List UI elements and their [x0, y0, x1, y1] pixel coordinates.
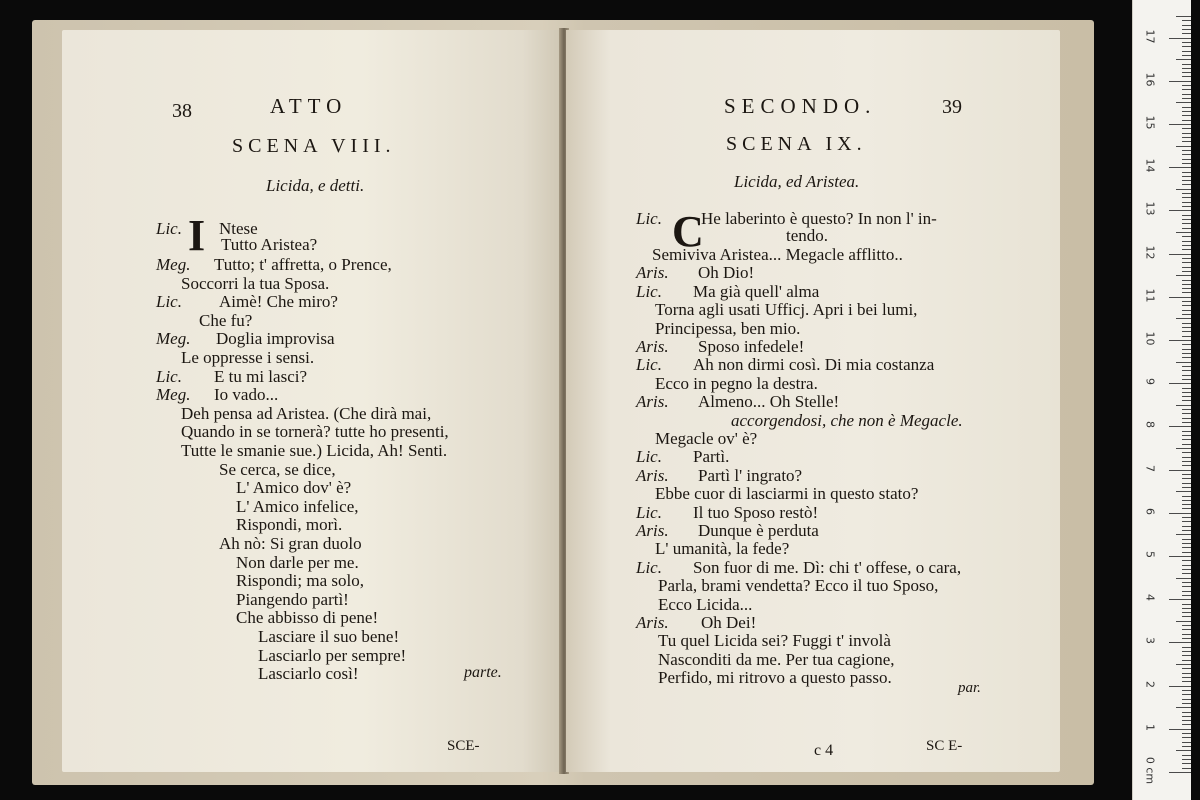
verse-text: Partì.: [693, 447, 730, 467]
ruler-tick: [1182, 625, 1191, 626]
ruler-tick: [1182, 305, 1191, 306]
ruler-tick: [1182, 569, 1191, 570]
ruler-tick: [1182, 388, 1191, 389]
ruler-tick: [1182, 20, 1191, 21]
ruler-tick: [1182, 219, 1191, 220]
ruler-tick: [1169, 297, 1191, 298]
verse-text: Ah nò: Si gran duolo: [219, 534, 362, 553]
ruler-tick: [1182, 267, 1191, 268]
verse-text: Io vado...: [214, 385, 279, 405]
ruler-tick: [1176, 750, 1191, 751]
ruler-tick: [1182, 353, 1191, 354]
speaker-label: Lic.: [636, 502, 662, 522]
ruler-tick: [1169, 599, 1191, 600]
ruler-tick: [1182, 746, 1191, 747]
ruler-tick: [1169, 38, 1191, 39]
ruler-tick: [1182, 379, 1191, 380]
ruler-tick: [1182, 107, 1191, 108]
ruler-tick: [1182, 413, 1191, 414]
ruler-label: 12: [1143, 245, 1157, 260]
ruler-tick: [1176, 59, 1191, 60]
ruler-tick: [1182, 483, 1191, 484]
verse-text: Tu quel Licida sei? Fuggi t' involà: [658, 631, 891, 651]
ruler-tick: [1182, 733, 1191, 734]
ruler-tick: [1182, 33, 1191, 34]
ruler-tick: [1182, 591, 1191, 592]
verse-text: tendo.: [786, 226, 829, 245]
ruler-tick: [1182, 51, 1191, 52]
verse-text: Il tuo Sposo restò!: [693, 502, 819, 522]
speaker-label: Meg.: [156, 255, 191, 274]
ruler-tick: [1182, 357, 1191, 358]
ruler-tick: [1169, 556, 1191, 557]
verse-text: Doglia improvisa: [216, 329, 335, 349]
ruler-tick: [1182, 716, 1191, 717]
ruler-tick: [1182, 180, 1191, 181]
ruler-tick: [1182, 612, 1191, 613]
ruler-tick: [1169, 383, 1191, 384]
ruler-tick: [1182, 763, 1191, 764]
speaker-label: Lic.: [636, 355, 662, 375]
ruler-tick: [1182, 55, 1191, 56]
ruler-tick: [1169, 642, 1191, 643]
ruler-tick: [1182, 690, 1191, 691]
ruler-tick: [1169, 426, 1191, 427]
verse-text: Oh Dei!: [701, 613, 757, 632]
verse-text: Rispondi; ma solo,: [236, 571, 364, 591]
ruler-tick: [1182, 604, 1191, 605]
speaker-label: Lic.: [156, 366, 182, 386]
ruler-tick: [1169, 772, 1191, 773]
ruler-tick: [1182, 595, 1191, 596]
ruler-tick: [1182, 552, 1191, 553]
speaker-label: Aris.: [636, 521, 669, 540]
ruler-tick: [1182, 668, 1191, 669]
speaker-label: Lic.: [636, 209, 662, 228]
ruler-tick: [1176, 16, 1191, 17]
ruler-tick: [1182, 111, 1191, 112]
ruler-tick: [1182, 223, 1191, 224]
verse-text: Parla, brami vendetta? Ecco il tuo Sposo,: [658, 576, 939, 596]
ruler-tick: [1182, 137, 1191, 138]
ruler-tick: [1182, 98, 1191, 99]
ruler-tick: [1182, 422, 1191, 423]
ruler-tick: [1169, 470, 1191, 471]
verse-text: Che abbisso di pene!: [236, 608, 379, 628]
verse-text: Le oppresse i sensi.: [181, 348, 315, 367]
verse-text: Tutto; t' affretta, o Prence,: [214, 255, 392, 274]
ruler-tick: [1182, 202, 1191, 203]
ruler-tick: [1182, 271, 1191, 272]
verse-text: L' umanità, la fede?: [655, 539, 790, 559]
verse-text: Dunque è perduta: [698, 521, 819, 540]
stage-direction: par.: [958, 680, 981, 696]
speaker-label: Lic.: [636, 281, 662, 301]
ruler-tick: [1169, 729, 1191, 730]
ruler-tick: [1182, 435, 1191, 436]
scene-persons: Licida, e detti.: [266, 176, 365, 195]
ruler-label: 7: [1143, 464, 1157, 472]
ruler-tick: [1182, 197, 1191, 198]
ruler-tick: [1182, 68, 1191, 69]
ruler-tick: [1182, 737, 1191, 738]
ruler-tick: [1182, 133, 1191, 134]
ruler-tick: [1182, 530, 1191, 531]
ruler-tick: [1169, 124, 1191, 125]
ruler-tick: [1182, 154, 1191, 155]
ruler-tick: [1182, 241, 1191, 242]
ruler-tick: [1182, 72, 1191, 73]
ruler-tick: [1182, 521, 1191, 522]
ruler-tick: [1182, 465, 1191, 466]
ruler-tick: [1182, 673, 1191, 674]
page-number: 38: [172, 100, 192, 122]
ruler-tick: [1182, 677, 1191, 678]
ruler-tick: [1176, 232, 1191, 233]
ruler-tick: [1182, 310, 1191, 311]
ruler-tick: [1182, 172, 1191, 173]
ruler-tick: [1182, 703, 1191, 704]
ruler-tick: [1169, 254, 1191, 255]
ruler-tick: [1176, 405, 1191, 406]
ruler-tick: [1176, 707, 1191, 708]
ruler-tick: [1182, 681, 1191, 682]
ruler-tick: [1182, 314, 1191, 315]
verse-text: Son fuor di me. Dì: chi t' offese, o cara,: [693, 557, 962, 577]
ruler-tick: [1182, 150, 1191, 151]
verse-text: Quando in se tornerà? tutte ho presenti,: [181, 422, 449, 442]
ruler-tick: [1182, 336, 1191, 337]
ruler-tick: [1182, 474, 1191, 475]
ruler-label: 13: [1143, 201, 1157, 216]
verse-text: Sposo infedele!: [698, 337, 805, 356]
verse-text: Tutto Aristea?: [221, 235, 318, 254]
ruler-tick: [1182, 634, 1191, 635]
speaker-label: Aris.: [636, 465, 669, 485]
ruler-tick: [1176, 362, 1191, 363]
ruler-tick: [1182, 46, 1191, 47]
verse-text: Megacle ov' è?: [655, 429, 758, 448]
verse-text: L' Amico dov' è?: [236, 478, 352, 498]
verse-text: Aimè! Che miro?: [219, 292, 338, 312]
verse-text: Soccorri la tua Sposa.: [181, 273, 330, 293]
ruler-label: 8: [1143, 421, 1157, 429]
ruler-tick: [1182, 444, 1191, 445]
scene-title: SCENA IX.: [726, 133, 867, 155]
ruler-tick: [1182, 694, 1191, 695]
verse-text: Non darle per me.: [236, 552, 359, 572]
speaker-label: Lic.: [636, 447, 662, 467]
ruler-tick: [1182, 344, 1191, 345]
ruler-tick: [1182, 478, 1191, 479]
ruler-tick: [1182, 128, 1191, 129]
ruler-tick: [1182, 712, 1191, 713]
ruler-tick: [1182, 375, 1191, 376]
speaker-label: Meg.: [156, 385, 191, 405]
ruler-tick: [1176, 146, 1191, 147]
verse-text: Lasciarlo per sempre!: [258, 645, 407, 665]
ruler-tick: [1182, 327, 1191, 328]
ruler-tick: [1176, 664, 1191, 665]
ruler-tick: [1182, 245, 1191, 246]
verse-text: Principessa, ben mio.: [655, 318, 801, 338]
ruler-tick: [1182, 115, 1191, 116]
ruler-tick: [1182, 25, 1191, 26]
verse-text: Piangendo partì!: [236, 589, 349, 609]
verse-text: Torna agli usati Ufficj. Apri i bei lumi,: [655, 300, 918, 320]
ruler-tick: [1182, 159, 1191, 160]
ruler-tick: [1182, 461, 1191, 462]
ruler-tick: [1182, 439, 1191, 440]
verse-text: Partì l' ingrato?: [698, 465, 803, 485]
ruler-tick: [1182, 120, 1191, 121]
ruler-tick: [1182, 292, 1191, 293]
drop-capital: I: [188, 211, 206, 260]
ruler-tick: [1169, 81, 1191, 82]
ruler-tick: [1169, 210, 1191, 211]
ruler-tick: [1182, 724, 1191, 725]
ruler-tick: [1182, 547, 1191, 548]
verse-text: L' Amico infelice,: [236, 496, 359, 516]
ruler-tick: [1182, 94, 1191, 95]
ruler-label: 16: [1143, 72, 1157, 87]
ruler-tick: [1182, 249, 1191, 250]
ruler-tick: [1182, 573, 1191, 574]
catchword: SC E-: [926, 738, 963, 754]
ruler-tick: [1176, 534, 1191, 535]
ruler-tick: [1182, 539, 1191, 540]
verse-text: Nasconditi da me. Per tua cagione,: [658, 649, 895, 669]
ruler-tick: [1182, 85, 1191, 86]
speaker-label: Aris.: [636, 337, 669, 356]
ruler-label: 1: [1143, 723, 1157, 731]
ruler-label: 15: [1143, 115, 1157, 130]
ruler-label: 10: [1143, 331, 1157, 346]
ruler-label: 2: [1143, 680, 1157, 688]
ruler-tick: [1182, 647, 1191, 648]
ruler-tick: [1182, 720, 1191, 721]
running-head: SECONDO.: [724, 94, 877, 118]
ruler-tick: [1182, 508, 1191, 509]
ruler-label: 11: [1143, 288, 1157, 303]
ruler-label: 0 cm: [1143, 756, 1157, 785]
ruler-label: 5: [1143, 551, 1157, 558]
ruler-tick: [1182, 638, 1191, 639]
verse-text: Che fu?: [199, 310, 253, 330]
ruler-tick: [1169, 513, 1191, 514]
ruler-tick: [1182, 258, 1191, 259]
ruler-tick: [1182, 288, 1191, 289]
ruler-tick: [1182, 215, 1191, 216]
signature-mark: c 4: [814, 742, 834, 759]
ruler-tick: [1182, 699, 1191, 700]
ruler-label: 9: [1143, 378, 1157, 386]
speaker-label: Lic.: [636, 557, 662, 577]
verse-text: Ah non dirmi così. Di mia costanza: [693, 355, 935, 375]
ruler-tick: [1182, 418, 1191, 419]
ruler-tick: [1182, 280, 1191, 281]
ruler-tick: [1176, 318, 1191, 319]
ruler-tick: [1176, 578, 1191, 579]
verse-text: Lasciare il suo bene!: [258, 627, 400, 646]
ruler-tick: [1182, 586, 1191, 587]
ruler-tick: [1176, 491, 1191, 492]
verse-text: Deh pensa ad Aristea. (Che dirà mai,: [181, 403, 432, 423]
speaker-label: Lic.: [156, 292, 182, 312]
ruler-tick: [1182, 400, 1191, 401]
ruler-tick: [1182, 629, 1191, 630]
ruler-tick: [1182, 89, 1191, 90]
ruler-tick: [1182, 206, 1191, 207]
ruler-tick: [1182, 228, 1191, 229]
ruler-tick: [1182, 370, 1191, 371]
page-number: 39: [942, 96, 962, 118]
ruler-tick: [1182, 76, 1191, 77]
verse-text: Lasciarlo così!: [258, 664, 359, 684]
stage-direction: parte.: [464, 664, 502, 681]
verse-text: Ntese: [219, 219, 258, 238]
speaker-label: Meg.: [156, 329, 191, 349]
left-page: [62, 30, 562, 772]
ruler-tick: [1182, 141, 1191, 142]
ruler-tick: [1182, 543, 1191, 544]
ruler-tick: [1182, 193, 1191, 194]
ruler-tick: [1182, 392, 1191, 393]
ruler-tick: [1182, 236, 1191, 237]
verse-text: He laberinto è questo? In non l' in-: [701, 209, 937, 228]
ruler-tick: [1182, 755, 1191, 756]
ruler-tick: [1182, 284, 1191, 285]
right-page: [566, 30, 1060, 772]
ruler-tick: [1182, 163, 1191, 164]
ruler-tick: [1182, 616, 1191, 617]
verse-text: Ecco in pegno la destra.: [655, 373, 818, 393]
speaker-label: Aris.: [636, 263, 669, 283]
ruler-tick: [1182, 323, 1191, 324]
verse-text: accorgendosi, che non è Megacle.: [731, 410, 963, 430]
speaker-label: Aris.: [636, 392, 669, 412]
ruler-tick: [1182, 560, 1191, 561]
ruler-tick: [1182, 452, 1191, 453]
ruler-tick: [1182, 608, 1191, 609]
verse-text: Oh Dio!: [698, 263, 755, 283]
ruler-tick: [1176, 102, 1191, 103]
ruler-label: 6: [1143, 507, 1157, 515]
ruler-tick: [1182, 42, 1191, 43]
ruler-tick: [1182, 504, 1191, 505]
ruler-label: 17: [1143, 29, 1157, 44]
verse-text: Almeno... Oh Stelle!: [698, 392, 840, 412]
ruler-tick: [1182, 29, 1191, 30]
ruler-tick: [1176, 189, 1191, 190]
ruler-tick: [1182, 301, 1191, 302]
ruler-tick: [1182, 431, 1191, 432]
verse-text: Semiviva Aristea... Megacle afflitto..: [652, 245, 903, 264]
verse-text: Tutte le smanie sue.) Licida, Ah! Senti.: [181, 441, 448, 460]
ruler-tick: [1182, 651, 1191, 652]
ruler-tick: [1182, 500, 1191, 501]
ruler-tick: [1182, 759, 1191, 760]
catchword: SCE-: [447, 738, 480, 754]
speaker-label: Aris.: [636, 613, 669, 632]
ruler-tick: [1182, 457, 1191, 458]
ruler-label: 14: [1143, 158, 1157, 173]
ruler-label: 3: [1143, 637, 1157, 645]
drop-capital: C: [672, 207, 704, 256]
ruler-tick: [1176, 448, 1191, 449]
ruler-tick: [1176, 621, 1191, 622]
scene-title: SCENA VIII.: [232, 135, 396, 157]
ruler-tick: [1182, 660, 1191, 661]
ruler-tick: [1182, 349, 1191, 350]
ruler-tick: [1182, 409, 1191, 410]
running-head: ATTO: [270, 94, 348, 118]
ruler-tick: [1169, 167, 1191, 168]
ruler-tick: [1182, 655, 1191, 656]
ruler-tick: [1169, 686, 1191, 687]
ruler-tick: [1182, 331, 1191, 332]
ruler-tick: [1182, 582, 1191, 583]
ruler-tick: [1182, 262, 1191, 263]
ruler-tick: [1182, 184, 1191, 185]
ruler-tick: [1182, 526, 1191, 527]
ruler-tick: [1182, 176, 1191, 177]
ruler-label: 4: [1143, 594, 1157, 602]
verse-text: Ebbe cuor di lasciarmi in questo stato?: [655, 484, 919, 504]
ruler-tick: [1182, 742, 1191, 743]
verse-text: Ma già quell' alma: [693, 281, 820, 301]
ruler-tick: [1176, 275, 1191, 276]
verse-text: Rispondi, morì.: [236, 515, 343, 535]
verse-text: Ecco Licida...: [658, 594, 753, 614]
measuring-ruler: [1132, 0, 1191, 800]
scene-persons: Licida, ed Aristea.: [734, 172, 860, 191]
ruler-tick: [1182, 487, 1191, 488]
ruler-tick: [1182, 396, 1191, 397]
ruler-tick: [1182, 517, 1191, 518]
verse-text: E tu mi lasci?: [214, 366, 308, 386]
verse-text: Se cerca, se dice,: [219, 459, 336, 479]
ruler-tick: [1182, 366, 1191, 367]
ruler-tick: [1182, 565, 1191, 566]
verse-text: Perfido, mi ritrovo a questo passo.: [658, 668, 892, 688]
ruler-tick: [1182, 496, 1191, 497]
ruler-tick: [1182, 768, 1191, 769]
ruler-tick: [1169, 340, 1191, 341]
ruler-tick: [1182, 64, 1191, 65]
speaker-label: Lic.: [156, 219, 182, 238]
